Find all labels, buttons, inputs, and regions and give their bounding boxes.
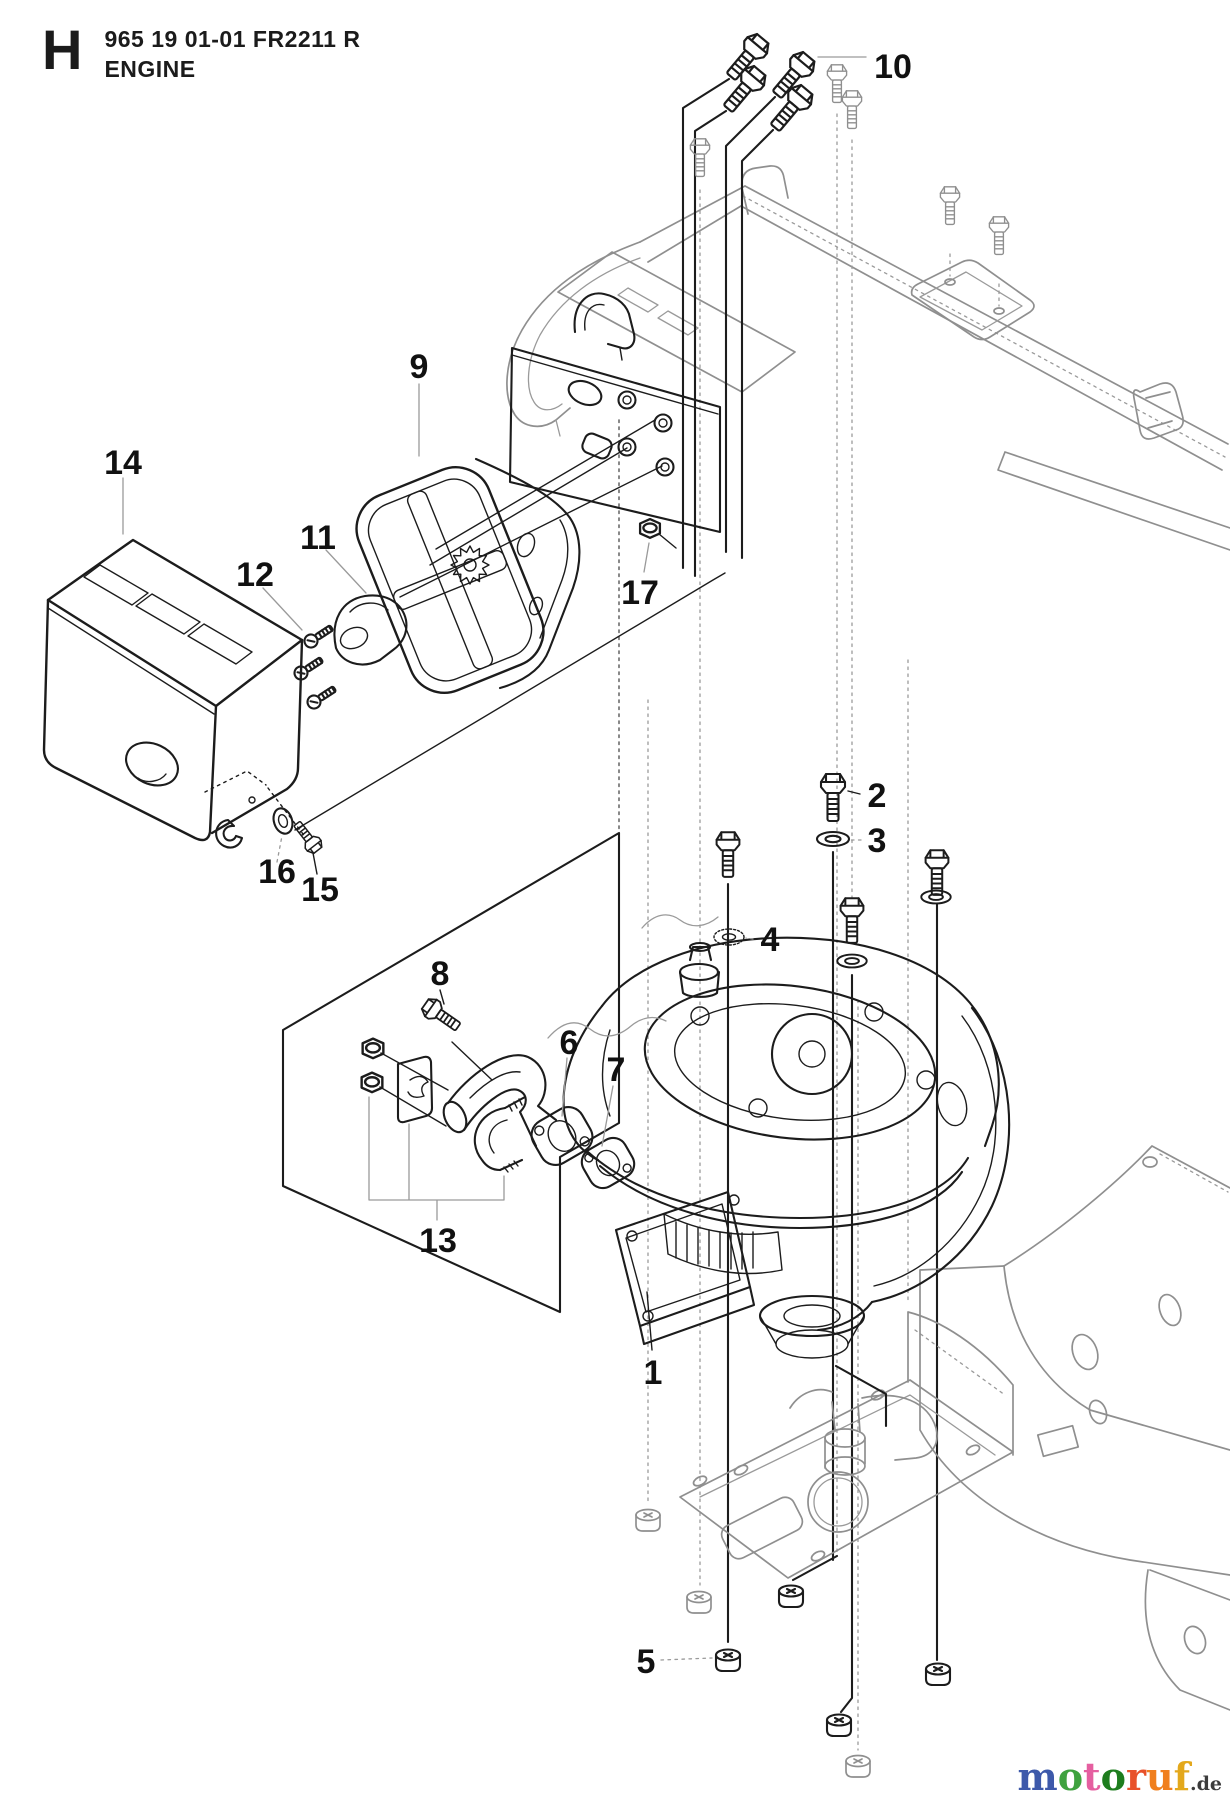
engine-illustration bbox=[548, 915, 1009, 1358]
watermark-letter: f bbox=[1173, 1754, 1190, 1799]
watermark-letter: r bbox=[1125, 1754, 1146, 1799]
callout-12: 12 bbox=[236, 556, 274, 594]
callout-13: 13 bbox=[419, 1222, 457, 1260]
mounting-plate-illustration bbox=[400, 293, 720, 597]
callout-1: 1 bbox=[643, 1354, 663, 1392]
watermark-suffix: .de bbox=[1190, 1773, 1222, 1795]
watermark-letter: u bbox=[1146, 1754, 1174, 1799]
callout-10: 10 bbox=[874, 48, 912, 86]
part-number: 965 19 01-01 FR2211 R bbox=[104, 26, 361, 52]
callout-16: 16 bbox=[258, 853, 296, 891]
watermark-letter: t bbox=[1083, 1754, 1101, 1799]
callout-9: 9 bbox=[409, 348, 429, 386]
watermark-letter: m bbox=[1017, 1754, 1058, 1799]
diagram-header bbox=[42, 18, 361, 83]
callout-11: 11 bbox=[300, 519, 336, 557]
callout-15: 15 bbox=[301, 871, 339, 909]
exhaust-pipe-group bbox=[362, 990, 640, 1193]
chassis-frame-illustration bbox=[680, 1146, 1230, 1710]
section-letter: H bbox=[42, 18, 83, 81]
callout-7: 7 bbox=[606, 1051, 626, 1089]
watermark-letter: o bbox=[1100, 1754, 1126, 1799]
callout-3: 3 bbox=[867, 822, 887, 860]
leader-lines bbox=[123, 57, 866, 1660]
callout-labels bbox=[104, 48, 912, 1681]
callout-6: 6 bbox=[559, 1024, 579, 1062]
nut-17 bbox=[640, 519, 676, 548]
watermark-logo bbox=[1017, 1754, 1222, 1799]
callout-8: 8 bbox=[430, 955, 450, 993]
callout-4: 4 bbox=[760, 921, 780, 959]
bottom-nuts bbox=[636, 1510, 950, 1778]
callout-2: 2 bbox=[867, 777, 887, 815]
callout-14: 14 bbox=[104, 444, 142, 482]
callout-17: 17 bbox=[621, 574, 659, 612]
header-text bbox=[104, 24, 360, 83]
diagram-title: ENGINE bbox=[104, 56, 196, 82]
muffler-illustration bbox=[346, 456, 580, 703]
watermark-letter: o bbox=[1057, 1754, 1084, 1799]
bolts-10 bbox=[718, 31, 818, 136]
upper-frame-illustration bbox=[507, 166, 1230, 550]
callout-5: 5 bbox=[636, 1643, 656, 1681]
screws-12 bbox=[292, 622, 338, 711]
fastener-axis-lines bbox=[619, 79, 999, 1750]
